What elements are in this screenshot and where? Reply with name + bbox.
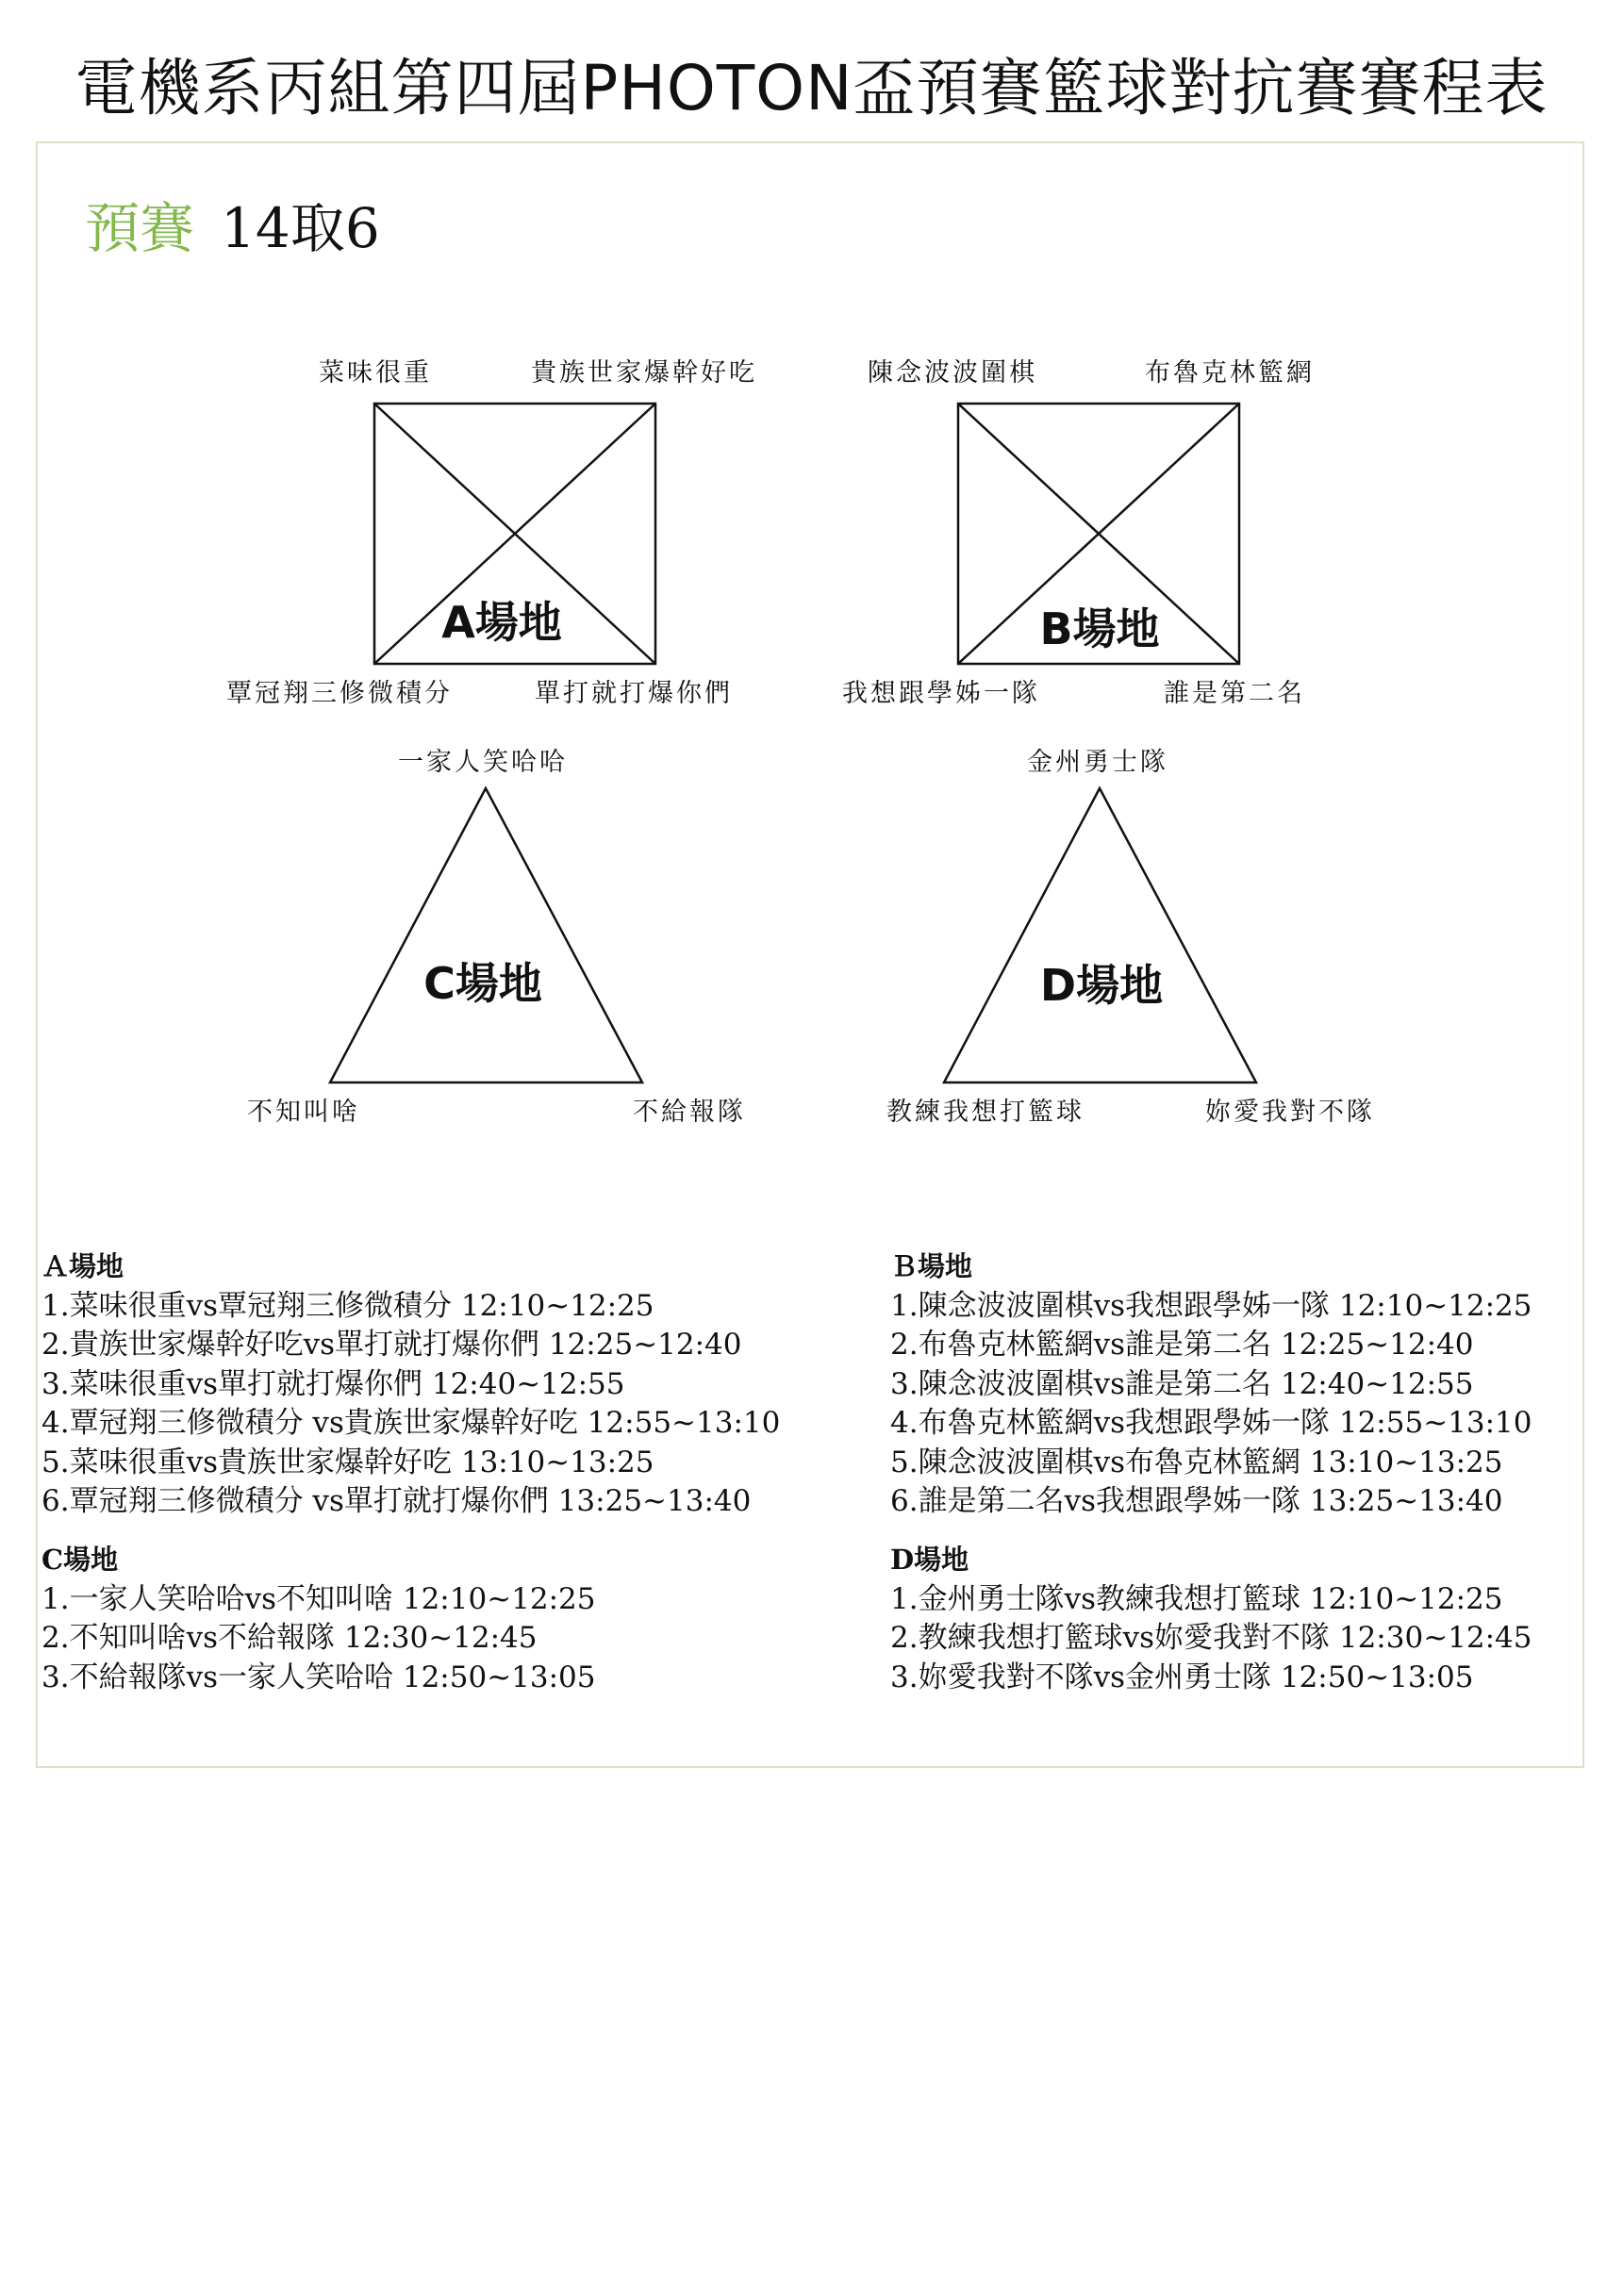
schedule-c-match: 1.一家人笑哈哈vs不知叫啥 12:10~12:25 — [41, 1581, 596, 1616]
court-c-team-1: 一家人笑哈哈 — [398, 748, 568, 777]
schedule-a-match: 5.菜味很重vs貴族世家爆幹好吃 13:10~13:25 — [41, 1445, 654, 1479]
schedule-d-heading: D場地 — [890, 1544, 969, 1576]
court-b-label: B場地 — [1039, 603, 1160, 654]
court-c-team-2: 不知叫啥 — [247, 1098, 360, 1127]
schedule-d-match: 2.教練我想打籃球vs妳愛我對不隊 12:30~12:45 — [890, 1621, 1532, 1655]
schedule-a-heading: Ａ場地 — [41, 1250, 124, 1282]
schedule-a-match: 6.覃冠翔三修微積分 vs單打就打爆你們 13:25~13:40 — [41, 1484, 752, 1518]
schedule-a-match: 2.貴族世家爆幹好吃vs單打就打爆你們 12:25~12:40 — [41, 1328, 742, 1362]
court-a-team-3: 覃冠翔三修微積分 — [226, 679, 453, 708]
schedule-c-heading: C場地 — [41, 1544, 119, 1576]
court-b-team-4: 誰是第二名 — [1164, 679, 1305, 708]
schedule-d — [890, 1541, 1532, 1697]
schedule-b-heading: Ｂ場地 — [890, 1250, 973, 1282]
court-c-triangle — [330, 788, 642, 1082]
court-b-team-2: 布魯克林籃網 — [1145, 358, 1315, 388]
court-b-team-3: 我想跟學姊一隊 — [842, 679, 1040, 708]
schedule-a — [41, 1247, 780, 1522]
heading-subtitle: 14取6 — [221, 196, 380, 260]
schedule-b-match: 6.誰是第二名vs我想跟學姊一隊 13:25~13:40 — [890, 1484, 1503, 1518]
schedule-c — [41, 1541, 596, 1697]
court-a-team-2: 貴族世家爆幹好吃 — [531, 358, 757, 388]
schedule-b-match: 1.陳念波波圍棋vs我想跟學姊一隊 12:10~12:25 — [890, 1288, 1532, 1323]
schedule-a-match: 3.菜味很重vs單打就打爆你們 12:40~12:55 — [41, 1366, 625, 1401]
court-d-label: D場地 — [1039, 960, 1164, 1011]
court-a-label: A場地 — [441, 597, 562, 648]
court-b-team-1: 陳念波波圍棋 — [868, 358, 1037, 388]
schedule-d-match: 3.妳愛我對不隊vs金州勇士隊 12:50~13:05 — [890, 1660, 1474, 1694]
court-c-label: C場地 — [423, 958, 542, 1009]
schedule-d-match: 1.金州勇士隊vs教練我想打籃球 12:10~12:25 — [890, 1581, 1503, 1616]
schedule-a-match: 4.覃冠翔三修微積分 vs貴族世家爆幹好吃 12:55~13:10 — [41, 1406, 781, 1440]
schedule-b-match: 5.陳念波波圍棋vs布魯克林籃網 13:10~13:25 — [890, 1445, 1503, 1479]
court-d-team-3: 妳愛我對不隊 — [1205, 1098, 1375, 1127]
court-c-team-3: 不給報隊 — [633, 1098, 746, 1127]
heading-label: 預賽 — [85, 196, 195, 260]
court-a-team-1: 菜味很重 — [319, 358, 432, 388]
schedule-b — [890, 1247, 1532, 1522]
court-d-team-1: 金州勇士隊 — [1027, 748, 1168, 777]
schedule-c-match: 3.不給報隊vs一家人笑哈哈 12:50~13:05 — [41, 1660, 596, 1694]
schedule-a-match: 1.菜味很重vs覃冠翔三修微積分 12:10~12:25 — [41, 1288, 654, 1323]
court-d-team-2: 教練我想打籃球 — [886, 1098, 1085, 1127]
schedule-b-match: 2.布魯克林籃網vs誰是第二名 12:25~12:40 — [890, 1328, 1474, 1362]
schedule-c-match: 2.不知叫啥vs不給報隊 12:30~12:45 — [41, 1621, 538, 1655]
page-title: 電機系丙組第四屆PHOTON盃預賽籃球對抗賽賽程表 — [75, 52, 1548, 124]
schedule-b-match: 4.布魯克林籃網vs我想跟學姊一隊 12:55~13:10 — [890, 1406, 1532, 1440]
court-d-triangle — [944, 788, 1256, 1082]
schedule-b-match: 3.陳念波波圍棋vs誰是第二名 12:40~12:55 — [890, 1366, 1474, 1401]
court-a-team-4: 單打就打爆你們 — [535, 679, 733, 708]
